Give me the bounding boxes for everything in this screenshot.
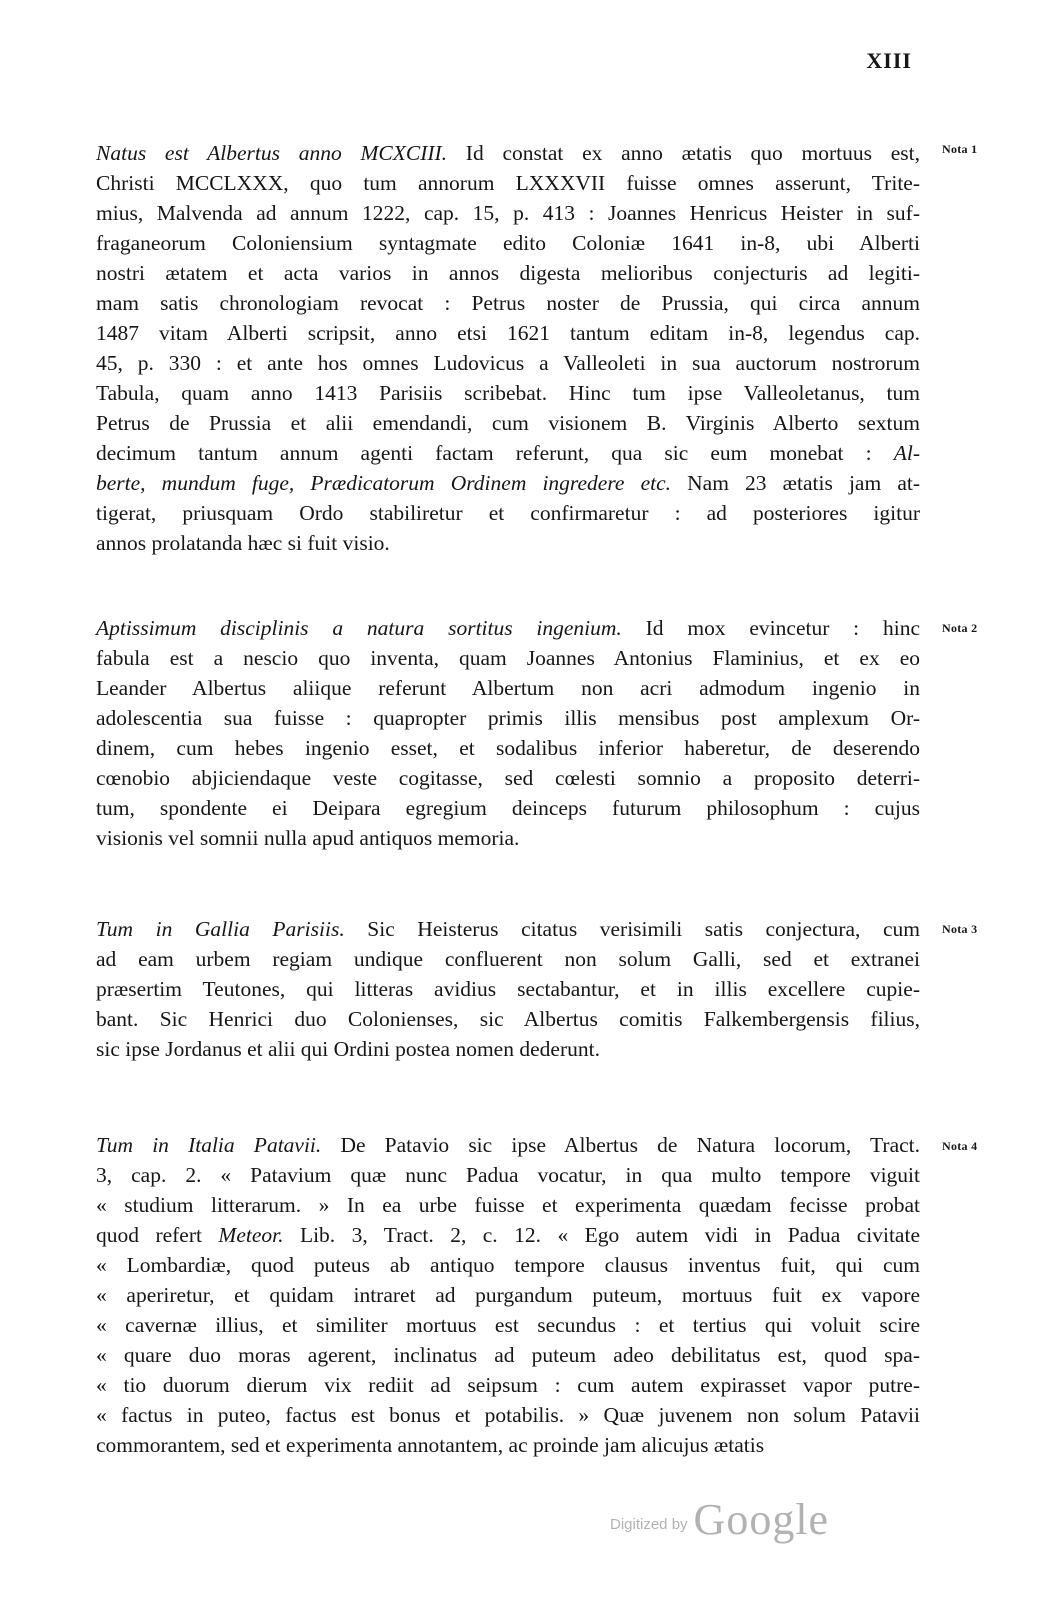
note-line: mius, Malvenda ad annum 1222, cap. 15, p. 413 : Joannes Henricus Heister in suf- xyxy=(96,201,920,225)
note-line: tum, spondente ei Deipara egregium deinceps futurum philosophum : cujus xyxy=(96,796,920,820)
note-3-text xyxy=(96,914,920,1064)
italic-phrase: berte, mundum fuge, Prædicatorum Ordinem ingredere etc. xyxy=(96,471,672,495)
note-line: commorantem, sed et experimenta annotantem, ac proinde jam alicujus ætatis xyxy=(96,1433,765,1457)
italic-phrase: Tum in Italia Patavii. xyxy=(96,1133,322,1157)
note-line: « quare duo moras agerent, inclinatus ad puteum adeo debilitatus est, quod spa- xyxy=(96,1343,920,1367)
page-number: XIII xyxy=(866,48,912,73)
note-line: fraganeorum Coloniensium syntagmate edito Coloniæ 1641 in-8, ubi Alberti xyxy=(96,231,920,255)
note-line: « cavernæ illius, et similiter mortuus est secundus : et tertius qui voluit scire xyxy=(96,1313,920,1337)
italic-phrase: Aptissimum disciplinis a natura sortitus ingenium. xyxy=(96,616,622,640)
note-line: annos prolatanda hæc si fuit visio. xyxy=(96,531,390,555)
note-line: 45, p. 330 : et ante hos omnes Ludovicus a Valleoleti in sua auctorum nostrorum xyxy=(96,351,920,375)
note-1-marker: Nota 1 xyxy=(942,142,978,156)
note-line: tigerat, priusquam Ordo stabiliretur et confirmaretur : ad posteriores igitur xyxy=(96,501,920,525)
italic-phrase: Al- xyxy=(893,441,920,465)
note-line: « factus in puteo, factus est bonus et potabilis. » Quæ juvenem non solum Patavii xyxy=(96,1403,920,1427)
note-line: dinem, cum hebes ingenio esset, et sodalibus inferior haberetur, de deserendo xyxy=(96,736,920,760)
italic-phrase: Meteor. xyxy=(218,1223,284,1247)
digitized-watermark xyxy=(610,1495,830,1544)
note-line: Leander Albertus aliique referunt Albertum non acri admodum ingenio in xyxy=(96,676,920,700)
note-line: bant. Sic Henrici duo Colonienses, sic Albertus comitis Falkembergensis filius, xyxy=(96,1007,920,1031)
note-2-text xyxy=(96,613,920,853)
note-line: Christi MCCLXXX, quo tum annorum LXXXVII fuisse omnes asserunt, Trite- xyxy=(96,171,920,195)
note-line: visionis vel somnii nulla apud antiquos memoria. xyxy=(96,826,520,850)
note-line: 3, cap. 2. « Patavium quæ nunc Padua vocatur, in qua multo tempore viguit xyxy=(96,1163,920,1187)
note-line: « tio duorum dierum vix rediit ad seipsum : cum autem expirasset vapor putre- xyxy=(96,1373,920,1397)
note-line: ad eam urbem regiam undique confluerent non solum Galli, sed et extranei xyxy=(96,947,920,971)
note-line: berte, mundum fuge, Prædicatorum Ordinem ingredere etc. Nam 23 ætatis jam at- xyxy=(96,471,920,495)
note-line: præsertim Teutones, qui litteras avidius sectabantur, et in illis excellere cupie- xyxy=(96,977,920,1001)
note-line: « studium litterarum. » In ea urbe fuisse et experimenta quædam fecisse probat xyxy=(96,1193,920,1217)
note-line: fabula est a nescio quo inventa, quam Joannes Antonius Flaminius, et ex eo xyxy=(96,646,920,670)
digitized-by-label: Digitized by xyxy=(610,1516,688,1533)
note-line: mam satis chronologiam revocat : Petrus noster de Prussia, qui circa annum xyxy=(96,291,920,315)
note-line: Natus est Albertus anno MCXCIII. Id constat ex anno ætatis quo mortuus est, xyxy=(96,141,921,165)
note-line: Tabula, quam anno 1413 Parisiis scribebat. Hinc tum ipse Valleoletanus, tum xyxy=(96,381,920,405)
note-line: « aperiretur, et quidam intraret ad purgandum puteum, mortuus fuit ex vapore xyxy=(96,1283,920,1307)
note-line: sic ipse Jordanus et alii qui Ordini postea nomen dederunt. xyxy=(96,1037,600,1061)
note-1-text xyxy=(96,138,920,558)
note-line: cœnobio abjiciendaque veste cogitasse, sed cœlesti somnio a proposito deterri- xyxy=(96,766,920,790)
note-4-marker: Nota 4 xyxy=(942,1139,978,1153)
note-line: nostri ætatem et acta varios in annos digesta melioribus conjecturis ad legiti- xyxy=(96,261,920,285)
italic-phrase: Natus est Albertus anno MCXCIII. xyxy=(96,141,448,165)
note-line: Aptissimum disciplinis a natura sortitus ingenium. Id mox evincetur : hinc xyxy=(96,616,920,640)
note-line: adolescentia sua fuisse : quapropter primis illis mensibus post amplexum Or- xyxy=(96,706,920,730)
note-4-text xyxy=(96,1130,920,1460)
italic-phrase: Tum in Gallia Parisiis. xyxy=(96,917,345,941)
note-3-marker: Nota 3 xyxy=(942,922,978,936)
note-line: quod refert Meteor. Lib. 3, Tract. 2, c. 12. « Ego autem vidi in Padua civitate xyxy=(96,1223,920,1247)
note-line: Tum in Gallia Parisiis. Sic Heisterus citatus verisimili satis conjectura, cum xyxy=(96,917,921,941)
note-line: 1487 vitam Alberti scripsit, anno etsi 1621 tantum editam in-8, legendus cap. xyxy=(96,321,920,345)
note-2-marker: Nota 2 xyxy=(942,621,978,635)
note-line: « Lombardiæ, quod puteus ab antiquo tempore clausus inventus fuit, qui cum xyxy=(96,1253,920,1277)
google-logo: Google xyxy=(693,1495,830,1544)
note-line: decimum tantum annum agenti factam referunt, qua sic eum monebat : Al- xyxy=(96,441,920,465)
note-line: Tum in Italia Patavii. De Patavio sic ipse Albertus de Natura locorum, Tract. xyxy=(96,1133,921,1157)
note-line: Petrus de Prussia et alii emendandi, cum visionem B. Virginis Alberto sextum xyxy=(96,411,920,435)
